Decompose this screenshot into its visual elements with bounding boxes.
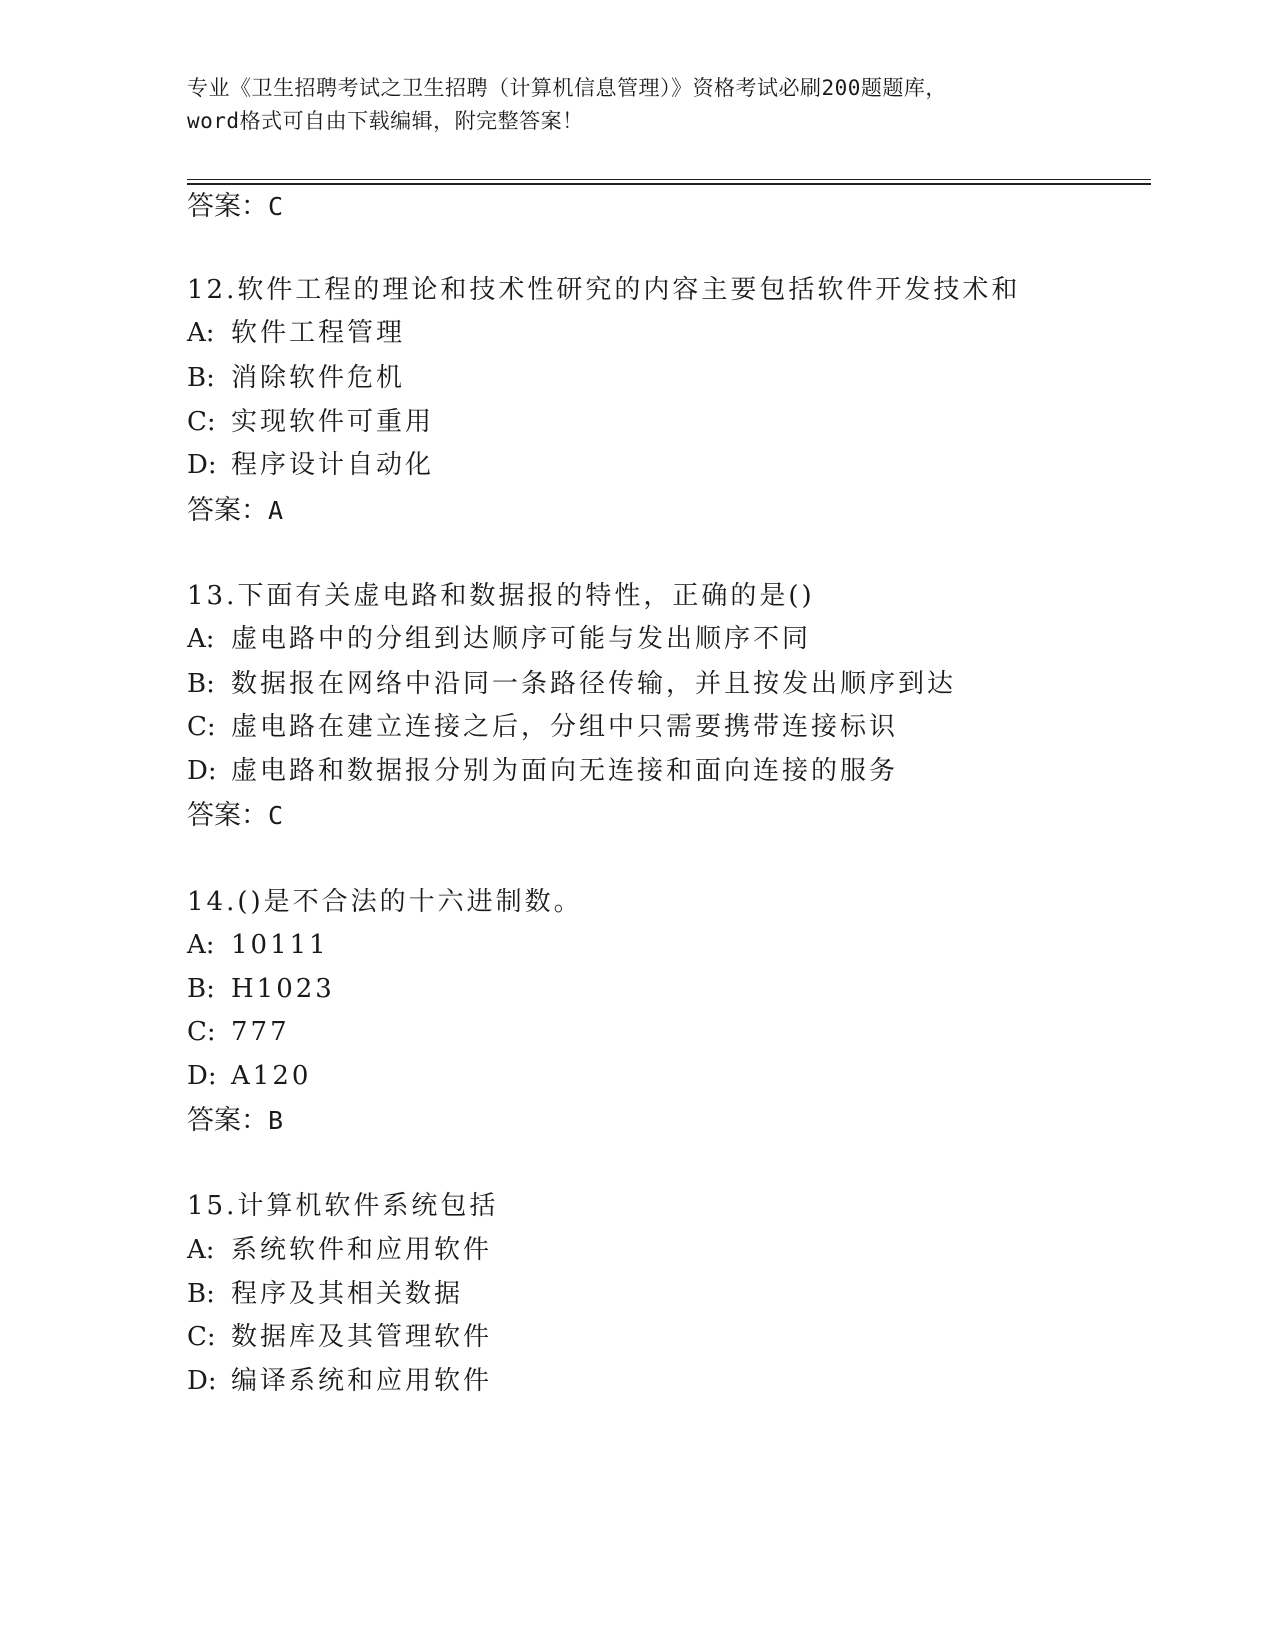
answer-label: 答案： xyxy=(187,1105,268,1136)
option-text: 777 xyxy=(231,1017,290,1047)
option-text: 系统软件和应用软件 xyxy=(231,1235,493,1265)
header-line-2: word格式可自由下载编辑，附完整答案！ xyxy=(187,109,584,133)
option-letter: C: xyxy=(187,712,216,742)
option-text: H1023 xyxy=(231,974,335,1004)
option-text: 虚电路中的分组到达顺序可能与发出顺序不同 xyxy=(231,624,812,654)
answer-11 xyxy=(187,190,283,224)
answer-label: 答案： xyxy=(187,495,268,526)
option-text: A120 xyxy=(231,1061,312,1091)
option-letter: D: xyxy=(187,450,217,480)
document-header xyxy=(187,72,1087,138)
option-text: 10111 xyxy=(231,930,329,960)
option-letter: D: xyxy=(187,756,217,786)
option-text: 虚电路和数据报分别为面向无连接和面向连接的服务 xyxy=(231,756,899,786)
option-15-b xyxy=(187,1277,463,1311)
question-13: 13.下面有关虚电路和数据报的特性，正确的是() xyxy=(187,581,815,611)
option-text: 程序设计自动化 xyxy=(231,450,435,480)
option-13-c xyxy=(187,710,898,744)
option-letter: B: xyxy=(187,363,215,393)
option-letter: A: xyxy=(187,624,215,654)
option-text: 虚电路在建立连接之后，分组中只需要携带连接标识 xyxy=(231,712,899,742)
option-12-a xyxy=(187,316,405,350)
option-text: 数据库及其管理软件 xyxy=(231,1322,493,1352)
option-15-c xyxy=(187,1320,492,1354)
answer-label: 答案： xyxy=(187,191,268,222)
option-letter: D: xyxy=(187,1366,217,1396)
option-letter: C: xyxy=(187,1017,216,1047)
answer-value: A xyxy=(268,496,284,525)
option-13-d xyxy=(187,754,898,788)
option-text: 软件工程管理 xyxy=(231,318,406,348)
option-letter: C: xyxy=(187,1322,216,1352)
question-14: 14.()是不合法的十六进制数。 xyxy=(187,887,583,917)
option-14-c xyxy=(187,1015,290,1049)
option-12-b xyxy=(187,361,405,395)
option-14-b xyxy=(187,972,335,1006)
answer-13 xyxy=(187,799,283,833)
header-line-1: 专业《卫生招聘考试之卫生招聘（计算机信息管理）》资格考试必刷200题题库， xyxy=(187,76,947,100)
option-text: 数据报在网络中沿同一条路径传输，并且按发出顺序到达 xyxy=(231,669,957,699)
option-14-a xyxy=(187,928,329,962)
option-letter: D: xyxy=(187,1061,217,1091)
option-text: 消除软件危机 xyxy=(231,363,406,393)
option-letter: C: xyxy=(187,407,216,437)
option-15-a xyxy=(187,1233,492,1267)
answer-label: 答案： xyxy=(187,800,268,831)
answer-12 xyxy=(187,494,283,528)
option-letter: B: xyxy=(187,1279,215,1309)
answer-value: B xyxy=(268,1106,284,1135)
option-14-d xyxy=(187,1059,311,1093)
option-13-a xyxy=(187,622,811,656)
answer-14 xyxy=(187,1104,283,1138)
question-15: 15.计算机软件系统包括 xyxy=(187,1191,499,1221)
answer-value: C xyxy=(268,192,284,221)
option-letter: B: xyxy=(187,669,215,699)
option-15-d xyxy=(187,1364,492,1398)
option-text: 程序及其相关数据 xyxy=(231,1279,464,1309)
option-letter: B: xyxy=(187,974,215,1004)
option-12-c xyxy=(187,405,434,439)
option-text: 编译系统和应用软件 xyxy=(231,1366,493,1396)
option-12-d xyxy=(187,448,434,482)
header-divider-thick xyxy=(187,183,1151,185)
option-letter: A: xyxy=(187,1235,215,1265)
answer-value: C xyxy=(268,801,284,830)
option-letter: A: xyxy=(187,318,215,348)
option-13-b xyxy=(187,667,956,701)
header-divider xyxy=(187,179,1151,180)
question-12: 12.软件工程的理论和技术性研究的内容主要包括软件开发技术和 xyxy=(187,275,1021,305)
option-text: 实现软件可重用 xyxy=(231,407,435,437)
option-letter: A: xyxy=(187,930,215,960)
